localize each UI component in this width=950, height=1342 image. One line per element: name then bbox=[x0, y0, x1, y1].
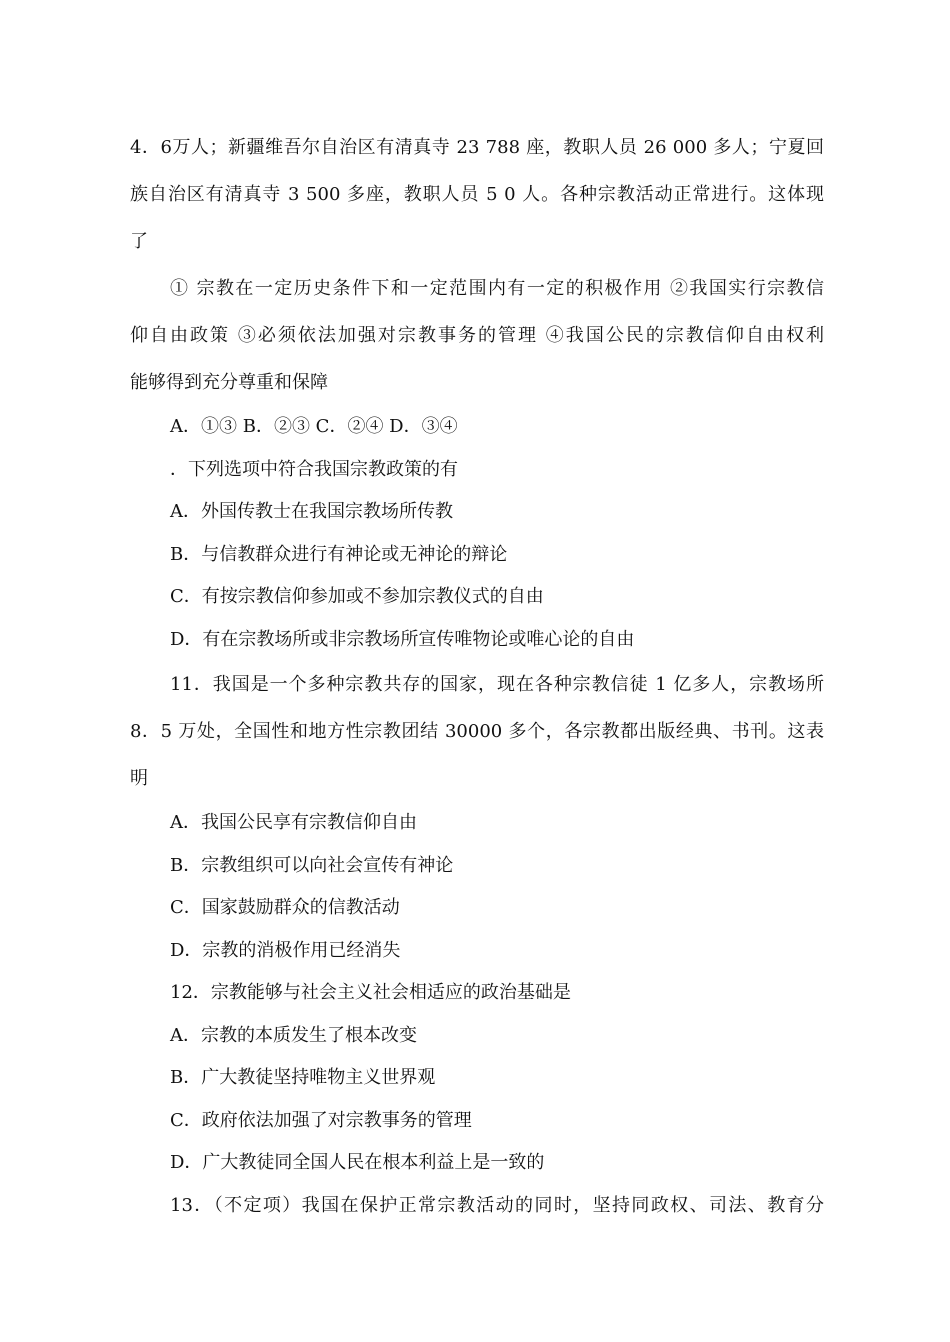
text-line: 4．6万人；新疆维吾尔自治区有清真寺 23 788 座，教职人员 26 000 多人；宁夏回 bbox=[130, 137, 824, 158]
text-line: 13．（不定项）我国在保护正常宗教活动的同时，坚持同政权、司法、教育分 bbox=[170, 1194, 824, 1216]
text-line: C．有按宗教信仰参加或不参加宗教仪式的自由 bbox=[170, 586, 544, 607]
document-page bbox=[130, 124, 824, 1227]
text-line: D．有在宗教场所或非宗教场所宣传唯物论或唯心论的自由 bbox=[170, 628, 635, 650]
text-line: ．下列选项中符合我国宗教政策的有 bbox=[170, 458, 458, 480]
text-line: ① 宗教在一定历史条件下和一定范围内有一定的积极作用 ②我国实行宗教信 bbox=[170, 278, 824, 299]
text-line: A．宗教的本质发生了根本改变 bbox=[170, 1024, 417, 1046]
text-line: D．广大教徒同全国人民在根本利益上是一致的 bbox=[170, 1152, 545, 1173]
text-line: 明 bbox=[130, 768, 148, 789]
text-line: 族自治区有清真寺 3 500 多座，教职人员 5 0 人。各种宗教活动正常进行。这体现 bbox=[130, 184, 824, 205]
text-line: 12．宗教能够与社会主义社会相适应的政治基础是 bbox=[170, 982, 571, 1003]
text-line: B．广大教徒坚持唯物主义世界观 bbox=[170, 1067, 436, 1088]
text-line: A．①③ B．②③ C．②④ D．③④ bbox=[170, 416, 458, 437]
text-line: 8．5 万处，全国性和地方性宗教团结 30000 多个，各宗教都出版经典、书刊。这表 bbox=[130, 721, 824, 742]
text-line: 能够得到充分尊重和保障 bbox=[130, 372, 328, 393]
text-line: C．政府依法加强了对宗教事务的管理 bbox=[170, 1109, 472, 1131]
text-line: 了 bbox=[130, 231, 148, 252]
text-line: A．外国传教士在我国宗教场所传教 bbox=[170, 501, 453, 522]
text-line: B．与信教群众进行有神论或无神论的辩论 bbox=[170, 543, 508, 565]
text-line: A．我国公民享有宗教信仰自由 bbox=[170, 812, 417, 833]
text-line: 仰自由政策 ③必须依法加强对宗教事务的管理 ④我国公民的宗教信仰自由权利 bbox=[130, 325, 824, 346]
text-line: C．国家鼓励群众的信教活动 bbox=[170, 897, 400, 918]
text-line: 11．我国是一个多种宗教共存的国家，现在各种宗教信徒 1 亿多人，宗教场所 bbox=[170, 674, 824, 695]
text-line: D．宗教的消极作用已经消失 bbox=[170, 939, 401, 961]
text-line: B．宗教组织可以向社会宣传有神论 bbox=[170, 854, 454, 876]
